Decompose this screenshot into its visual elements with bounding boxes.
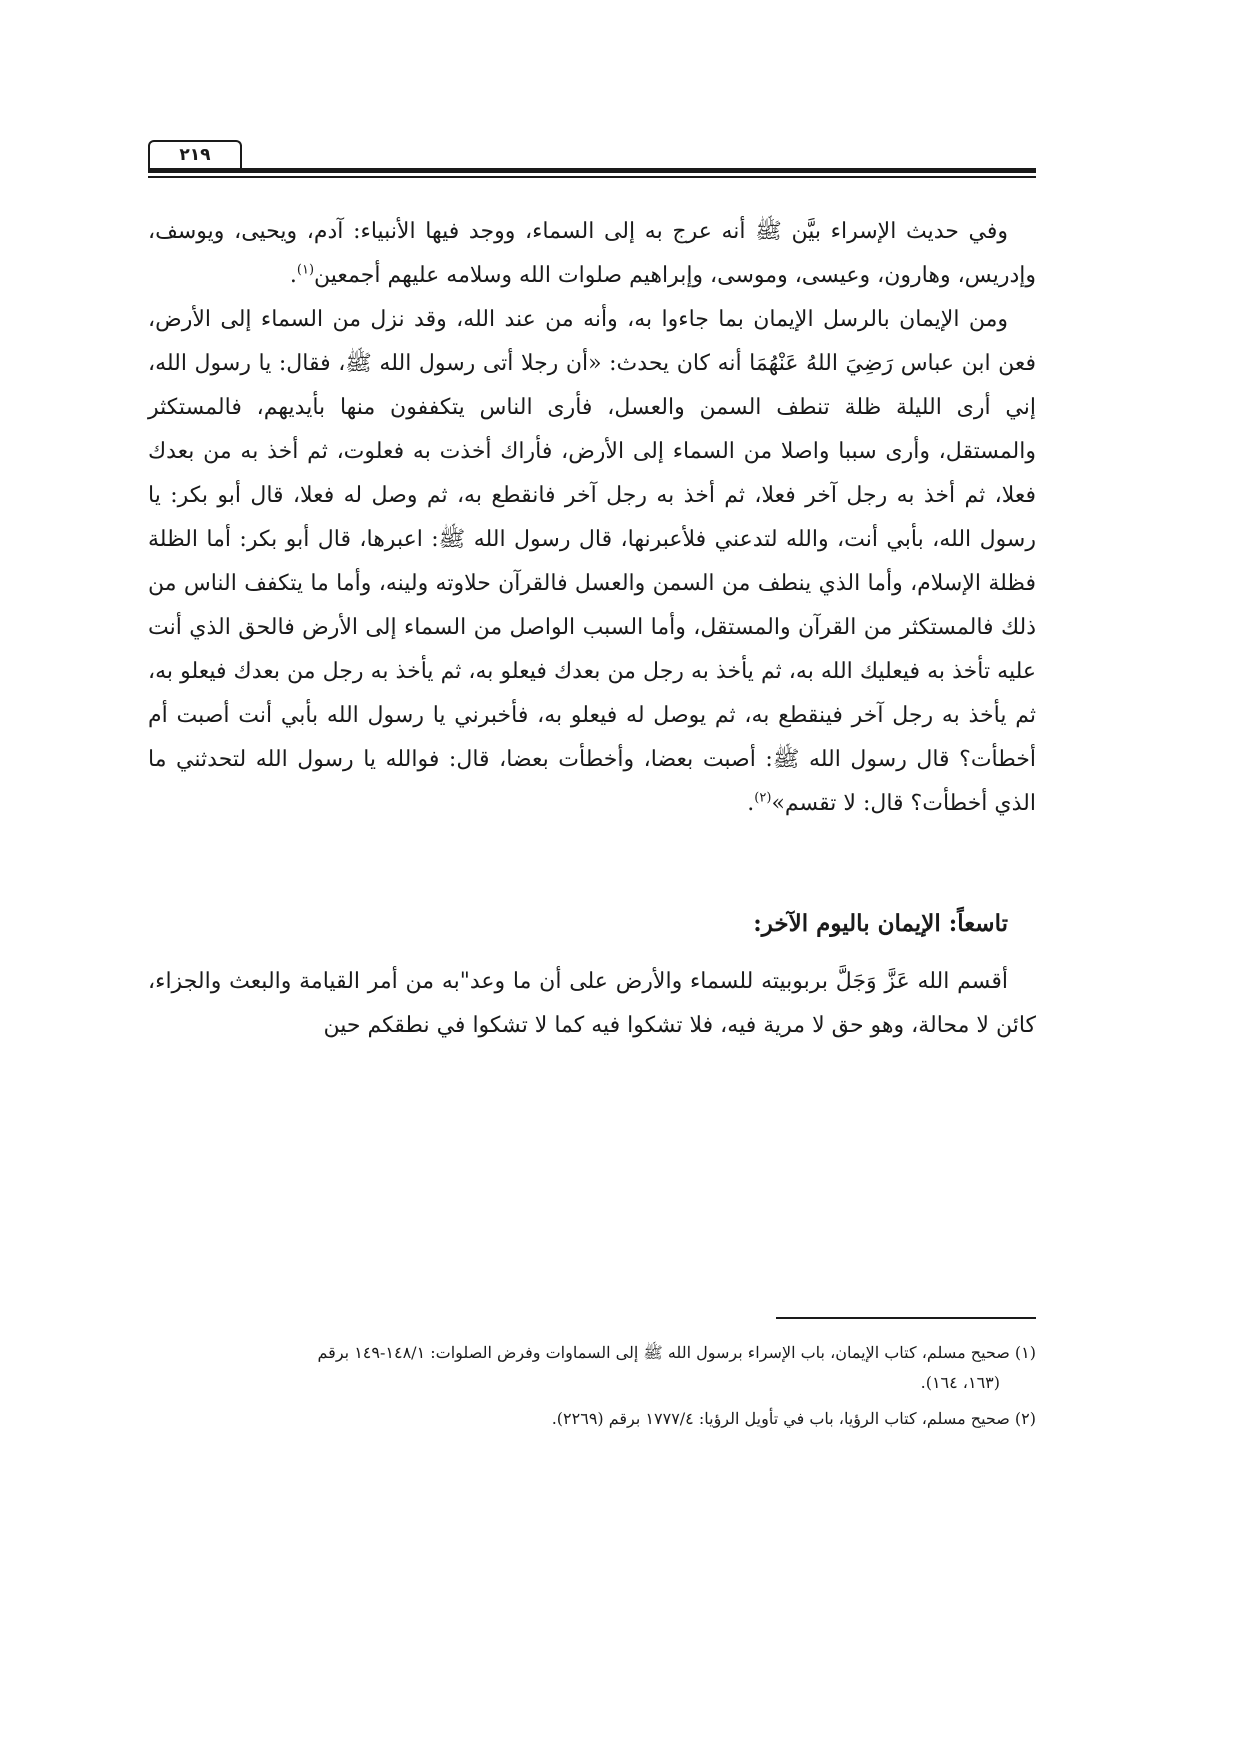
- footnote-separator: [776, 1317, 1036, 1319]
- page-number: ٢١٩: [148, 140, 242, 168]
- header-rule-thick: [148, 168, 1036, 173]
- paragraph-isra-end: .: [289, 263, 297, 288]
- paragraph-hadith: [148, 298, 1036, 826]
- footnote-1-continuation: (١٦٣، ١٦٤).: [920, 1373, 1000, 1392]
- paragraph-last-day: أقسم الله عَزَّ وَجَلَّ بربوبيته للسماء والأرض على أن ما وعد"به من أمر القيامة والبعث والجزاء، كائن لا محالة، وهو حق لا مرية فيه، فلا تشكوا فيه كما لا تشكوا في نطقكم حين: [148, 969, 1036, 1038]
- footnote-ref-1[interactable]: (١): [296, 262, 315, 278]
- page-header: [148, 140, 1036, 176]
- paragraph-isra-text: وفي حديث الإسراء بيَّن ﷺ أنه عرج به إلى السماء، ووجد فيها الأنبياء: آدم، ويحيى، ويوسف، وإدريس، وهارون، وعيسى، وموسى، وإبراهيم صلوات الله وسلامه عليهم أجمعين: [148, 219, 1036, 288]
- header-rule-thin: [148, 176, 1036, 178]
- footnote-ref-2[interactable]: (٢): [754, 790, 772, 806]
- main-text: [148, 210, 1036, 1048]
- paragraph-isra: [148, 210, 1036, 298]
- footnote-2: (٢) صحيح مسلم، كتاب الرؤيا، باب في تأويل الرؤيا: ١٧٧٧/٤ برقم (٢٢٦٩).: [551, 1409, 1036, 1428]
- paragraph-hadith-end: .: [747, 791, 755, 816]
- section-heading: تاسعاً: الإيمان باليوم الآخر:: [753, 910, 1008, 937]
- footnotes: [148, 1338, 1036, 1434]
- paragraph-hadith-text: ومن الإيمان بالرسل الإيمان بما جاءوا به، وأنه من عند الله، وقد نزل من السماء إلى الأرض، فعن ابن عباس رَضِيَ اللهُ عَنْهُمَا أنه كان يحدث: «أن رجلا أتى رسول الله ﷺ، فقال: يا رسول الله، إني أرى الليلة ظلة تنطف السمن والعسل، فأرى الناس يتكففون منها بأيديهم، فالمستكثر والمستقل، وأرى سببا واصلا من السماء إلى الأرض، فأراك أخذت به فعلوت، ثم أخذ به من بعدك فعلا، ثم أخذ به رجل آخر فعلا، ثم أخذ به رجل آخر فانقطع به، ثم وصل له فعلا، قال أبو بكر: يا رسول الله، بأبي أنت، والله لتدعني فلأعبرنها، قال رسول الله ﷺ: اعبرها، قال أبو بكر: أما الظلة فظلة الإسلام، وأما الذي ينطف من السمن والعسل فالقرآن حلاوته ولينه، وأما ما يتكفف الناس من ذلك فالمستكثر من القرآن والمستقل، وأما السبب الواصل من السماء إلى الأرض فالحق الذي أنت عليه تأخذ به فيعليك الله به، ثم يأخذ به رجل من بعدك فيعلو به، ثم يأخذ به رجل من بعدك فيعلو به، ثم يأخذ به رجل آخر فينقطع به، ثم يوصل له فيعلو به، فأخبرني يا رسول الله بأبي أنت أصبت أم أخطأت؟ قال رسول الله ﷺ: أصبت بعضا، وأخطأت بعضا، قال: فوالله يا رسول الله لتحدثني ما الذي أخطأت؟ قال: لا تقسم»: [148, 307, 1037, 816]
- footnote-1: (١) صحيح مسلم، كتاب الإيمان، باب الإسراء برسول الله ﷺ إلى السماوات وفرض الصلوات: ١٤٨/١-١٤٩ برقم: [317, 1343, 1036, 1362]
